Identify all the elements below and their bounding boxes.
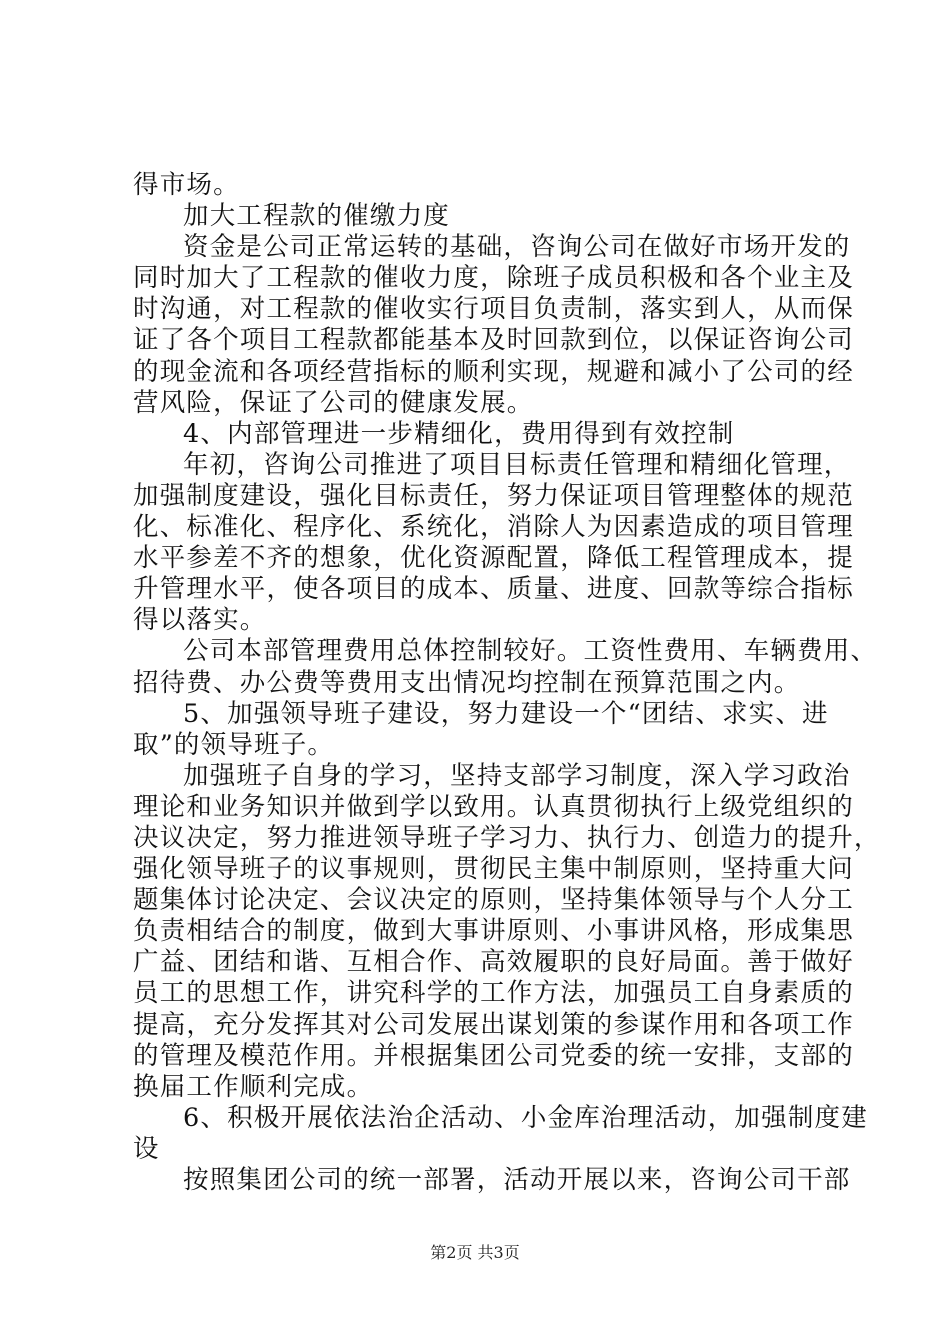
text-line: 公司本部管理费用总体控制较好。工资性费用、车辆费用、 [183, 636, 878, 667]
text-line: 时沟通，对工程款的催收实行项目负责制，落实到人，从而保 [133, 294, 854, 325]
page-footer [0, 1240, 950, 1263]
text-line: 4、内部管理进一步精细化，费用得到有效控制 [183, 418, 735, 449]
text-line: 决议决定，努力推进领导班子学习力、执行力、创造力的提升， [133, 822, 881, 853]
document-body [133, 170, 881, 1196]
text-line: 加强班子自身的学习，坚持支部学习制度，深入学习政治 [183, 760, 851, 791]
text-line: 设 [133, 1133, 160, 1164]
text-line: 升管理水平，使各项目的成本、质量、进度、回款等综合指标 [133, 574, 854, 605]
text-line: 水平参差不齐的想象，优化资源配置，降低工程管理成本，提 [133, 543, 854, 574]
text-line: 同时加大了工程款的催收力度，除班子成员积极和各个业主及 [133, 263, 854, 294]
text-line: 得以落实。 [133, 605, 267, 636]
text-line: 6、积极开展依法治企活动、小金库治理活动，加强制度建 [183, 1102, 868, 1133]
text-line: 换届工作顺利完成。 [133, 1071, 374, 1102]
text-line: 负责相结合的制度，做到大事讲原则、小事讲风格，形成集思 [133, 916, 854, 947]
text-line: 招待费、办公费等费用支出情况均控制在预算范围之内。 [133, 667, 801, 698]
text-line: 员工的思想工作，讲究科学的工作方法，加强员工自身素质的 [133, 978, 854, 1009]
text-line: 的现金流和各项经营指标的顺利实现，规避和减小了公司的经 [133, 356, 854, 387]
text-line: 年初，咨询公司推进了项目目标责任管理和精细化管理， [183, 449, 851, 480]
page-number: 第2页 共3页 [430, 1243, 520, 1262]
text-line: 广益、团结和谐、互相合作、高效履职的良好局面。善于做好 [133, 947, 854, 978]
text-line: 证了各个项目工程款都能基本及时回款到位，以保证咨询公司 [133, 325, 854, 356]
text-line: 取”的领导班子。 [133, 729, 335, 760]
text-line: 的管理及模范作用。并根据集团公司党委的统一安排，支部的 [133, 1040, 854, 1071]
text-line: 理论和业务知识并做到学以致用。认真贯彻执行上级党组织的 [133, 791, 854, 822]
text-line: 强化领导班子的议事规则，贯彻民主集中制原则，坚持重大问 [133, 854, 854, 885]
text-line: 营风险，保证了公司的健康发展。 [133, 387, 534, 418]
text-line: 化、标准化、程序化、系统化，消除人为因素造成的项目管理 [133, 512, 854, 543]
text-line: 得市场。 [133, 170, 240, 200]
text-line: 加强制度建设，强化目标责任，努力保证项目管理整体的规范 [133, 480, 854, 511]
text-line: 加大工程款的催缴力度 [183, 201, 451, 232]
text-line: 资金是公司正常运转的基础，咨询公司在做好市场开发的 [183, 232, 851, 263]
text-line: 提高，充分发挥其对公司发展出谋划策的参谋作用和各项工作 [133, 1009, 854, 1040]
text-line: 5、加强领导班子建设，努力建设一个“团结、求实、进 [183, 698, 829, 729]
text-line: 题集体讨论决定、会议决定的原则，坚持集体领导与个人分工 [133, 885, 854, 916]
text-line: 按照集团公司的统一部署，活动开展以来，咨询公司干部 [183, 1165, 851, 1195]
